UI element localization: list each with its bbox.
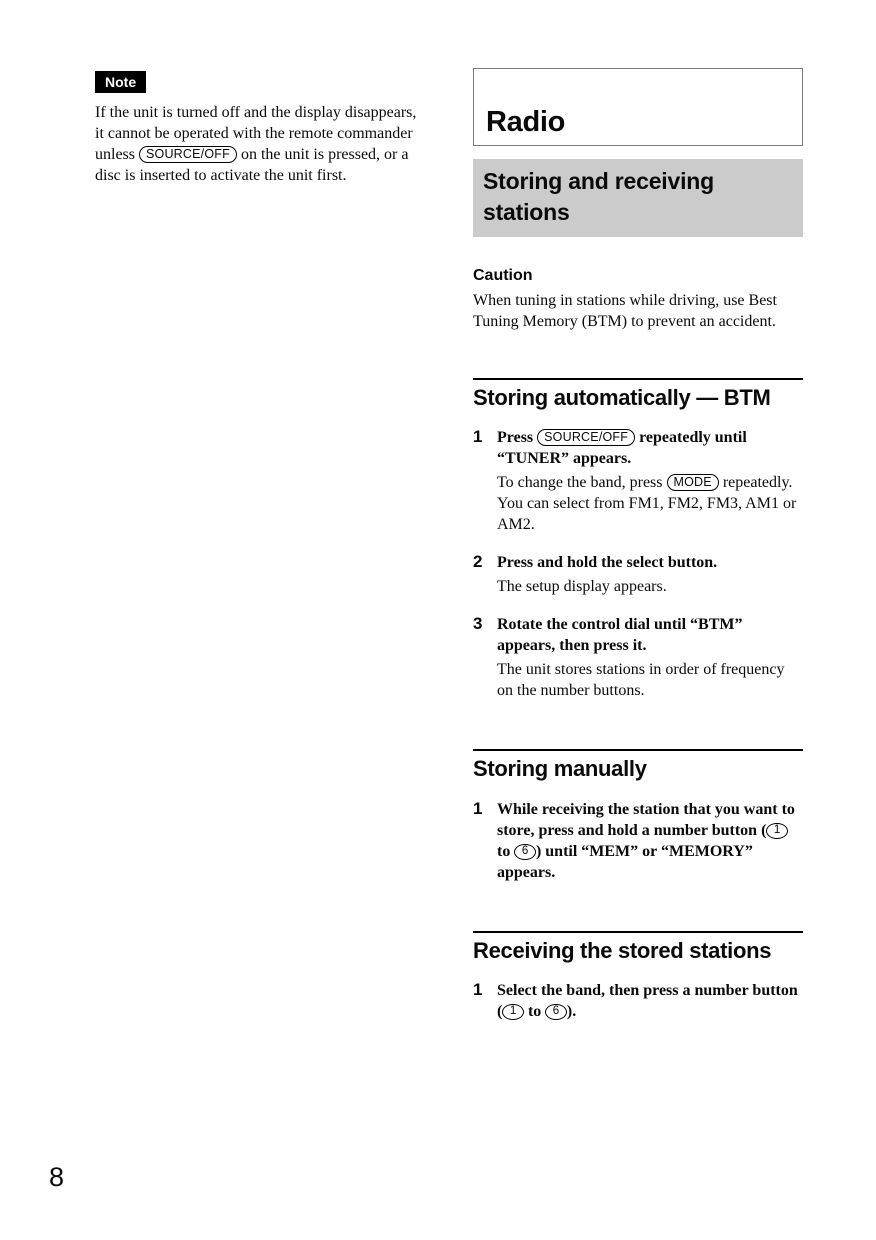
lead-text-1: Press (497, 429, 538, 447)
step-2 (473, 552, 803, 597)
step-content (497, 427, 803, 535)
step-number: 3 (473, 614, 483, 634)
note-text-1: If the unit is turned off and the display disappears, it cannot be operated with the remote commander unless (95, 104, 417, 163)
note-text-2: on the unit is pressed, or a disc is inserted to activate the unit first. (95, 146, 409, 184)
section-header: Storing and receiving stations (473, 159, 803, 237)
step-body: The unit stores stations in order of frequency on the number buttons. (497, 661, 785, 700)
lead-text-1: Select the band, then press a number button ( (497, 981, 798, 1020)
step-1 (473, 799, 803, 883)
section-storing-automatically (473, 378, 803, 701)
step-3 (473, 614, 803, 701)
source-off-button-ref: SOURCE/OFF (537, 429, 635, 446)
step-1 (473, 980, 803, 1022)
section-storing-manually (473, 749, 803, 882)
step-number: 1 (473, 798, 483, 818)
step-number: 2 (473, 552, 483, 572)
step-content (497, 614, 803, 701)
step-content (497, 980, 803, 1022)
number-button-6-ref: 6 (545, 1004, 567, 1020)
number-button-1-ref: 1 (502, 1004, 524, 1020)
lead-text-1: While receiving the station that you want to store, press and hold a number button ( (497, 800, 795, 839)
step-body (497, 472, 803, 535)
lead-text-2: to (497, 842, 515, 860)
body-text-1: To change the band, press (497, 474, 667, 492)
right-column (473, 68, 803, 1022)
storing-manually-heading: Storing manually (473, 756, 647, 782)
lead-text-3: ). (566, 1002, 577, 1020)
step-body: The setup display appears. (497, 578, 667, 596)
storing-automatically-heading: Storing automatically — BTM (473, 385, 771, 410)
lead-text-3: ) until “MEM” or “MEMORY” appears. (497, 842, 753, 881)
page-number: 8 (49, 1162, 65, 1192)
step-lead (497, 799, 803, 883)
step-1 (473, 427, 803, 535)
mode-button-ref: MODE (667, 474, 719, 491)
note-badge: Note (95, 71, 146, 93)
step-lead (497, 427, 803, 469)
chapter-title: Radio (486, 106, 566, 138)
body-text-2: repeatedly. You can select from FM1, FM2, FM3, AM1 or AM2. (497, 474, 797, 534)
step-lead (497, 980, 803, 1022)
chapter-title-box (473, 68, 803, 146)
receiving-stored-heading: Receiving the stored stations (473, 937, 772, 963)
caution-text: When tuning in stations while driving, use Best Tuning Memory (BTM) to prevent an accident. (473, 292, 777, 330)
caution-title: Caution (473, 267, 533, 284)
step-content (497, 799, 803, 883)
section-receiving-stored (473, 931, 803, 1022)
number-button-1-ref: 1 (766, 823, 788, 839)
step-number: 1 (473, 427, 483, 447)
source-off-button-ref: SOURCE/OFF (139, 146, 237, 163)
lead-text-2: repeatedly until “TUNER” appears. (497, 429, 747, 468)
step-content (497, 552, 803, 597)
number-button-6-ref: 6 (514, 844, 536, 860)
step-lead: Rotate the control dial until “BTM” appears, then press it. (497, 616, 743, 655)
step-lead: Press and hold the select button. (497, 554, 718, 572)
note-paragraph (95, 102, 427, 186)
step-number: 1 (473, 979, 483, 999)
left-column (95, 71, 427, 186)
lead-text-2: to (523, 1002, 546, 1020)
